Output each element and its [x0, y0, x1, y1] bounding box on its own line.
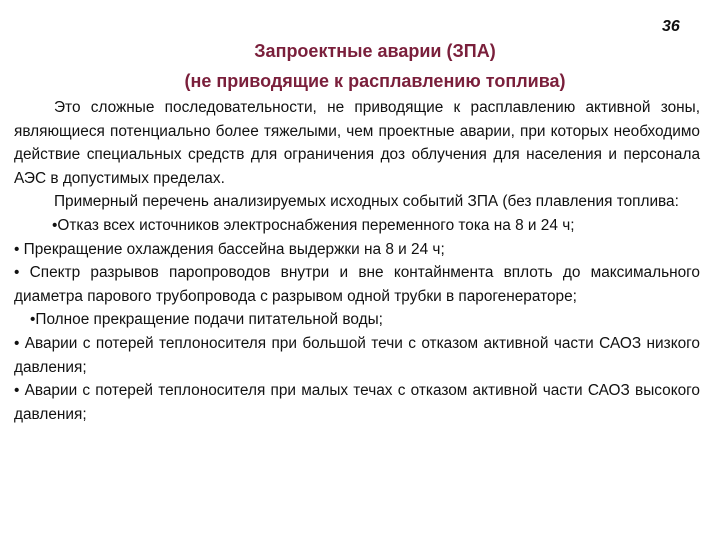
slide-title — [0, 36, 720, 96]
bullet-feedwater-loss: •Полное прекращение подачи питательной воды; — [30, 311, 383, 329]
bullet-power-loss: •Отказ всех источников электроснабжения переменного тока на 8 и 24 ч; — [52, 216, 575, 234]
page-number: 36 — [662, 18, 680, 35]
title-line-1: Запроектные аварии (ЗПА) — [254, 41, 496, 61]
bullet-steam-line-breaks: • Спектр разрывов паропроводов внутри и вне контайнмента вплоть до максимального диаметра парового трубопровода с разрывом одной трубки в парогенераторе; — [14, 264, 700, 305]
paragraph-definition: Это сложные последовательности, не приводящие к расплавлению активной зоны, являющиеся потенциально более тяжелыми, чем проектные аварии, при которых необходимо действие специальных средств для ограничения доз облучения для населения и персонала АЭС в допустимых пределах. — [14, 99, 700, 187]
bullet-small-loca: • Аварии с потерей теплоносителя при малых течах с отказом активной части САОЗ высокого давления; — [14, 382, 700, 423]
bullet-large-loca: • Аварии с потерей теплоносителя при большой течи с отказом активной части САОЗ низкого давления; — [14, 334, 700, 376]
bullet-pool-cooling: • Прекращение охлаждения бассейна выдержки на 8 и 24 ч; — [14, 240, 445, 258]
paragraph-list-intro: Примерный перечень анализируемых исходных событий ЗПА (без плавления топлива: — [54, 193, 679, 211]
slide-body — [14, 96, 700, 426]
title-line-2: (не приводящие к расплавлению топлива) — [184, 71, 566, 91]
